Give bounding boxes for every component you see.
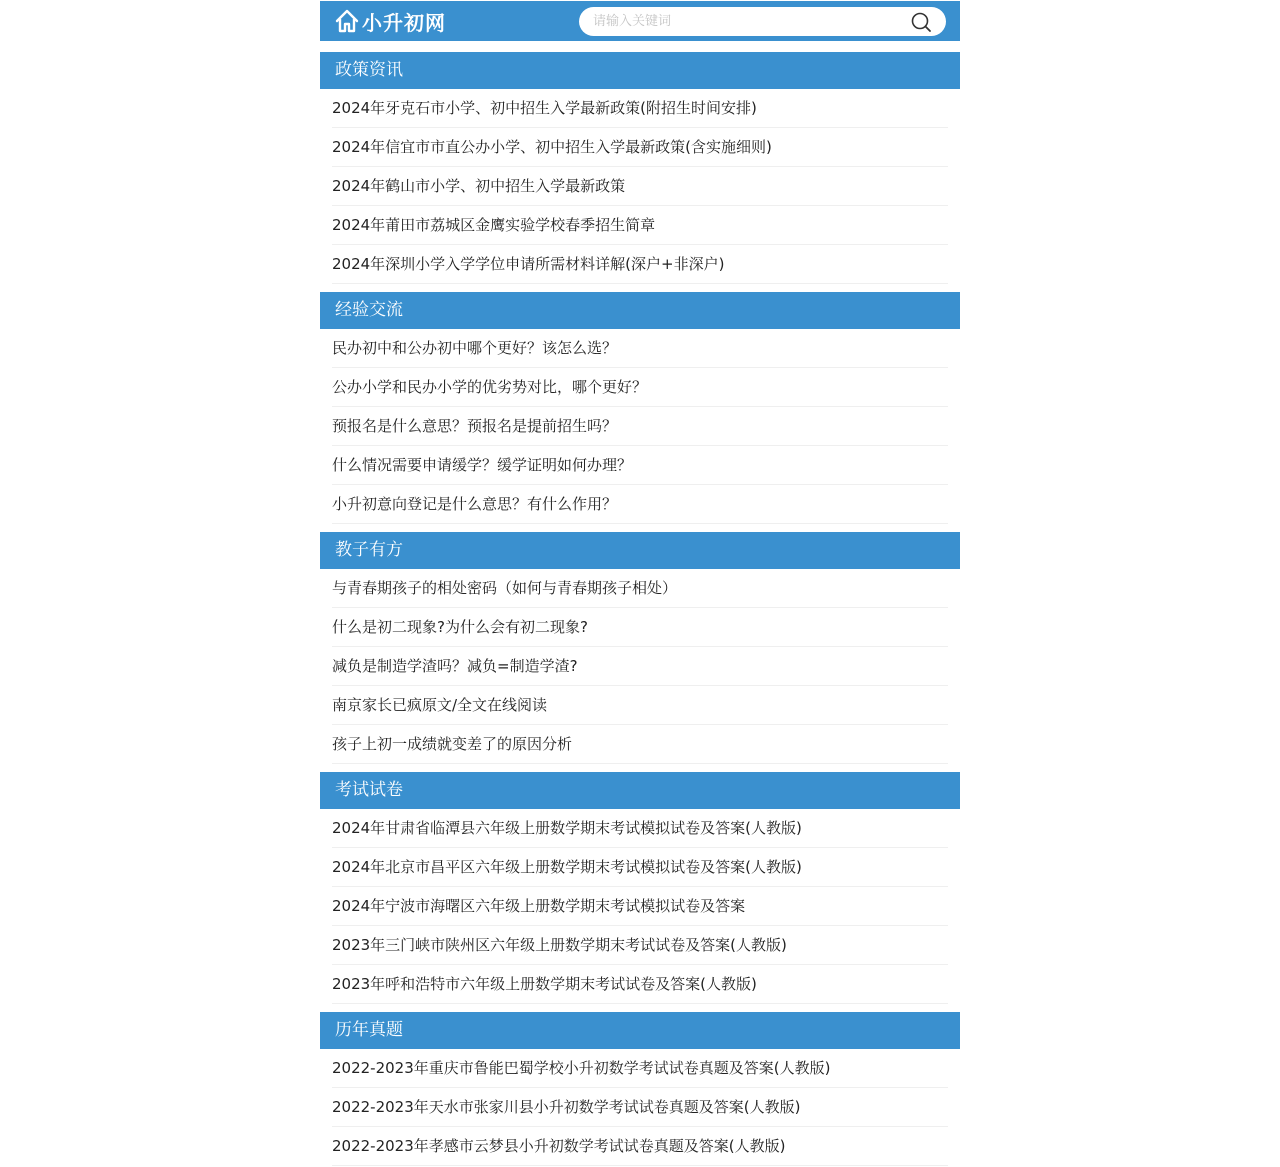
list-item	[332, 647, 948, 686]
logo-text: 小升初网	[362, 10, 446, 35]
list-item	[332, 569, 948, 608]
article-list	[320, 1049, 960, 1166]
section-title[interactable]: 教子有方	[320, 532, 960, 569]
list-item	[332, 1049, 948, 1088]
article-link[interactable]: 2024年宁波市海曙区六年级上册数学期末考试模拟试卷及答案	[332, 897, 746, 915]
list-item	[332, 368, 948, 407]
list-item	[332, 1127, 948, 1166]
list-item	[332, 167, 948, 206]
article-link[interactable]: 2022-2023年孝感市云梦县小升初数学考试试卷真题及答案(人教版)	[332, 1137, 786, 1155]
list-item	[332, 485, 948, 524]
list-item	[332, 446, 948, 485]
article-list	[320, 569, 960, 764]
section-past-papers	[320, 1012, 960, 1166]
article-link[interactable]: 2024年甘肃省临潭县六年级上册数学期末考试模拟试卷及答案(人教版)	[332, 819, 802, 837]
list-item	[332, 329, 948, 368]
house-icon	[334, 8, 360, 34]
article-link[interactable]: 2023年三门峡市陕州区六年级上册数学期末考试试卷及答案(人教版)	[332, 936, 787, 954]
section-title[interactable]: 考试试卷	[320, 772, 960, 809]
list-item	[332, 965, 948, 1004]
article-link[interactable]: 2022-2023年重庆市鲁能巴蜀学校小升初数学考试试卷真题及答案(人教版)	[332, 1059, 831, 1077]
article-link[interactable]: 2024年莆田市荔城区金鹰实验学校春季招生简章	[332, 216, 656, 234]
list-item	[332, 848, 948, 887]
page	[320, 0, 960, 1167]
article-link[interactable]: 预报名是什么意思？预报名是提前招生吗？	[332, 417, 618, 435]
article-link[interactable]: 2023年呼和浩特市六年级上册数学期末考试试卷及答案(人教版)	[332, 975, 757, 993]
top-bar	[320, 1, 960, 41]
article-link[interactable]: 2024年牙克石市小学、初中招生入学最新政策(附招生时间安排)	[332, 99, 757, 117]
article-link[interactable]: 什么情况需要申请缓学？缓学证明如何办理？	[332, 456, 633, 474]
search-button[interactable]	[910, 11, 932, 33]
article-link[interactable]: 2024年信宜市市直公办小学、初中招生入学最新政策(含实施细则)	[332, 138, 772, 156]
list-item	[332, 89, 948, 128]
article-link[interactable]: 减负是制造学渣吗？减负=制造学渣?	[332, 657, 578, 675]
article-link[interactable]: 民办初中和公办初中哪个更好？该怎么选？	[332, 339, 618, 357]
search-input[interactable]	[593, 7, 893, 36]
list-item	[332, 1088, 948, 1127]
list-item	[332, 686, 948, 725]
list-item	[332, 608, 948, 647]
list-item	[332, 725, 948, 764]
search-icon	[910, 11, 932, 33]
article-link[interactable]: 小升初意向登记是什么意思？有什么作用？	[332, 495, 618, 513]
list-item	[332, 128, 948, 167]
section-policy-news	[320, 52, 960, 284]
list-item	[332, 245, 948, 284]
section-parenting	[320, 532, 960, 764]
article-link[interactable]: 2024年深圳小学入学学位申请所需材料详解(深户+非深户)	[332, 255, 725, 273]
article-link[interactable]: 2024年北京市昌平区六年级上册数学期末考试模拟试卷及答案(人教版)	[332, 858, 802, 876]
section-exam-papers	[320, 772, 960, 1004]
article-list	[320, 89, 960, 284]
section-experience	[320, 292, 960, 524]
section-title[interactable]: 历年真题	[320, 1012, 960, 1049]
site-logo[interactable]	[334, 7, 446, 35]
search-box	[579, 7, 946, 36]
list-item	[332, 887, 948, 926]
article-list	[320, 809, 960, 1004]
article-link[interactable]: 孩子上初一成绩就变差了的原因分析	[332, 735, 573, 753]
article-link[interactable]: 什么是初二现象?为什么会有初二现象?	[332, 618, 588, 636]
article-link[interactable]: 南京家长已疯原文/全文在线阅读	[332, 696, 548, 714]
section-title[interactable]: 经验交流	[320, 292, 960, 329]
article-link[interactable]: 2024年鹤山市小学、初中招生入学最新政策	[332, 177, 626, 195]
list-item	[332, 407, 948, 446]
article-list	[320, 329, 960, 524]
section-title[interactable]: 政策资讯	[320, 52, 960, 89]
article-link[interactable]: 公办小学和民办小学的优劣势对比，哪个更好？	[332, 378, 648, 396]
list-item	[332, 206, 948, 245]
article-link[interactable]: 2022-2023年天水市张家川县小升初数学考试试卷真题及答案(人教版)	[332, 1098, 801, 1116]
list-item	[332, 926, 948, 965]
list-item	[332, 809, 948, 848]
article-link[interactable]: 与青春期孩子的相处密码（如何与青春期孩子相处）	[332, 579, 678, 597]
